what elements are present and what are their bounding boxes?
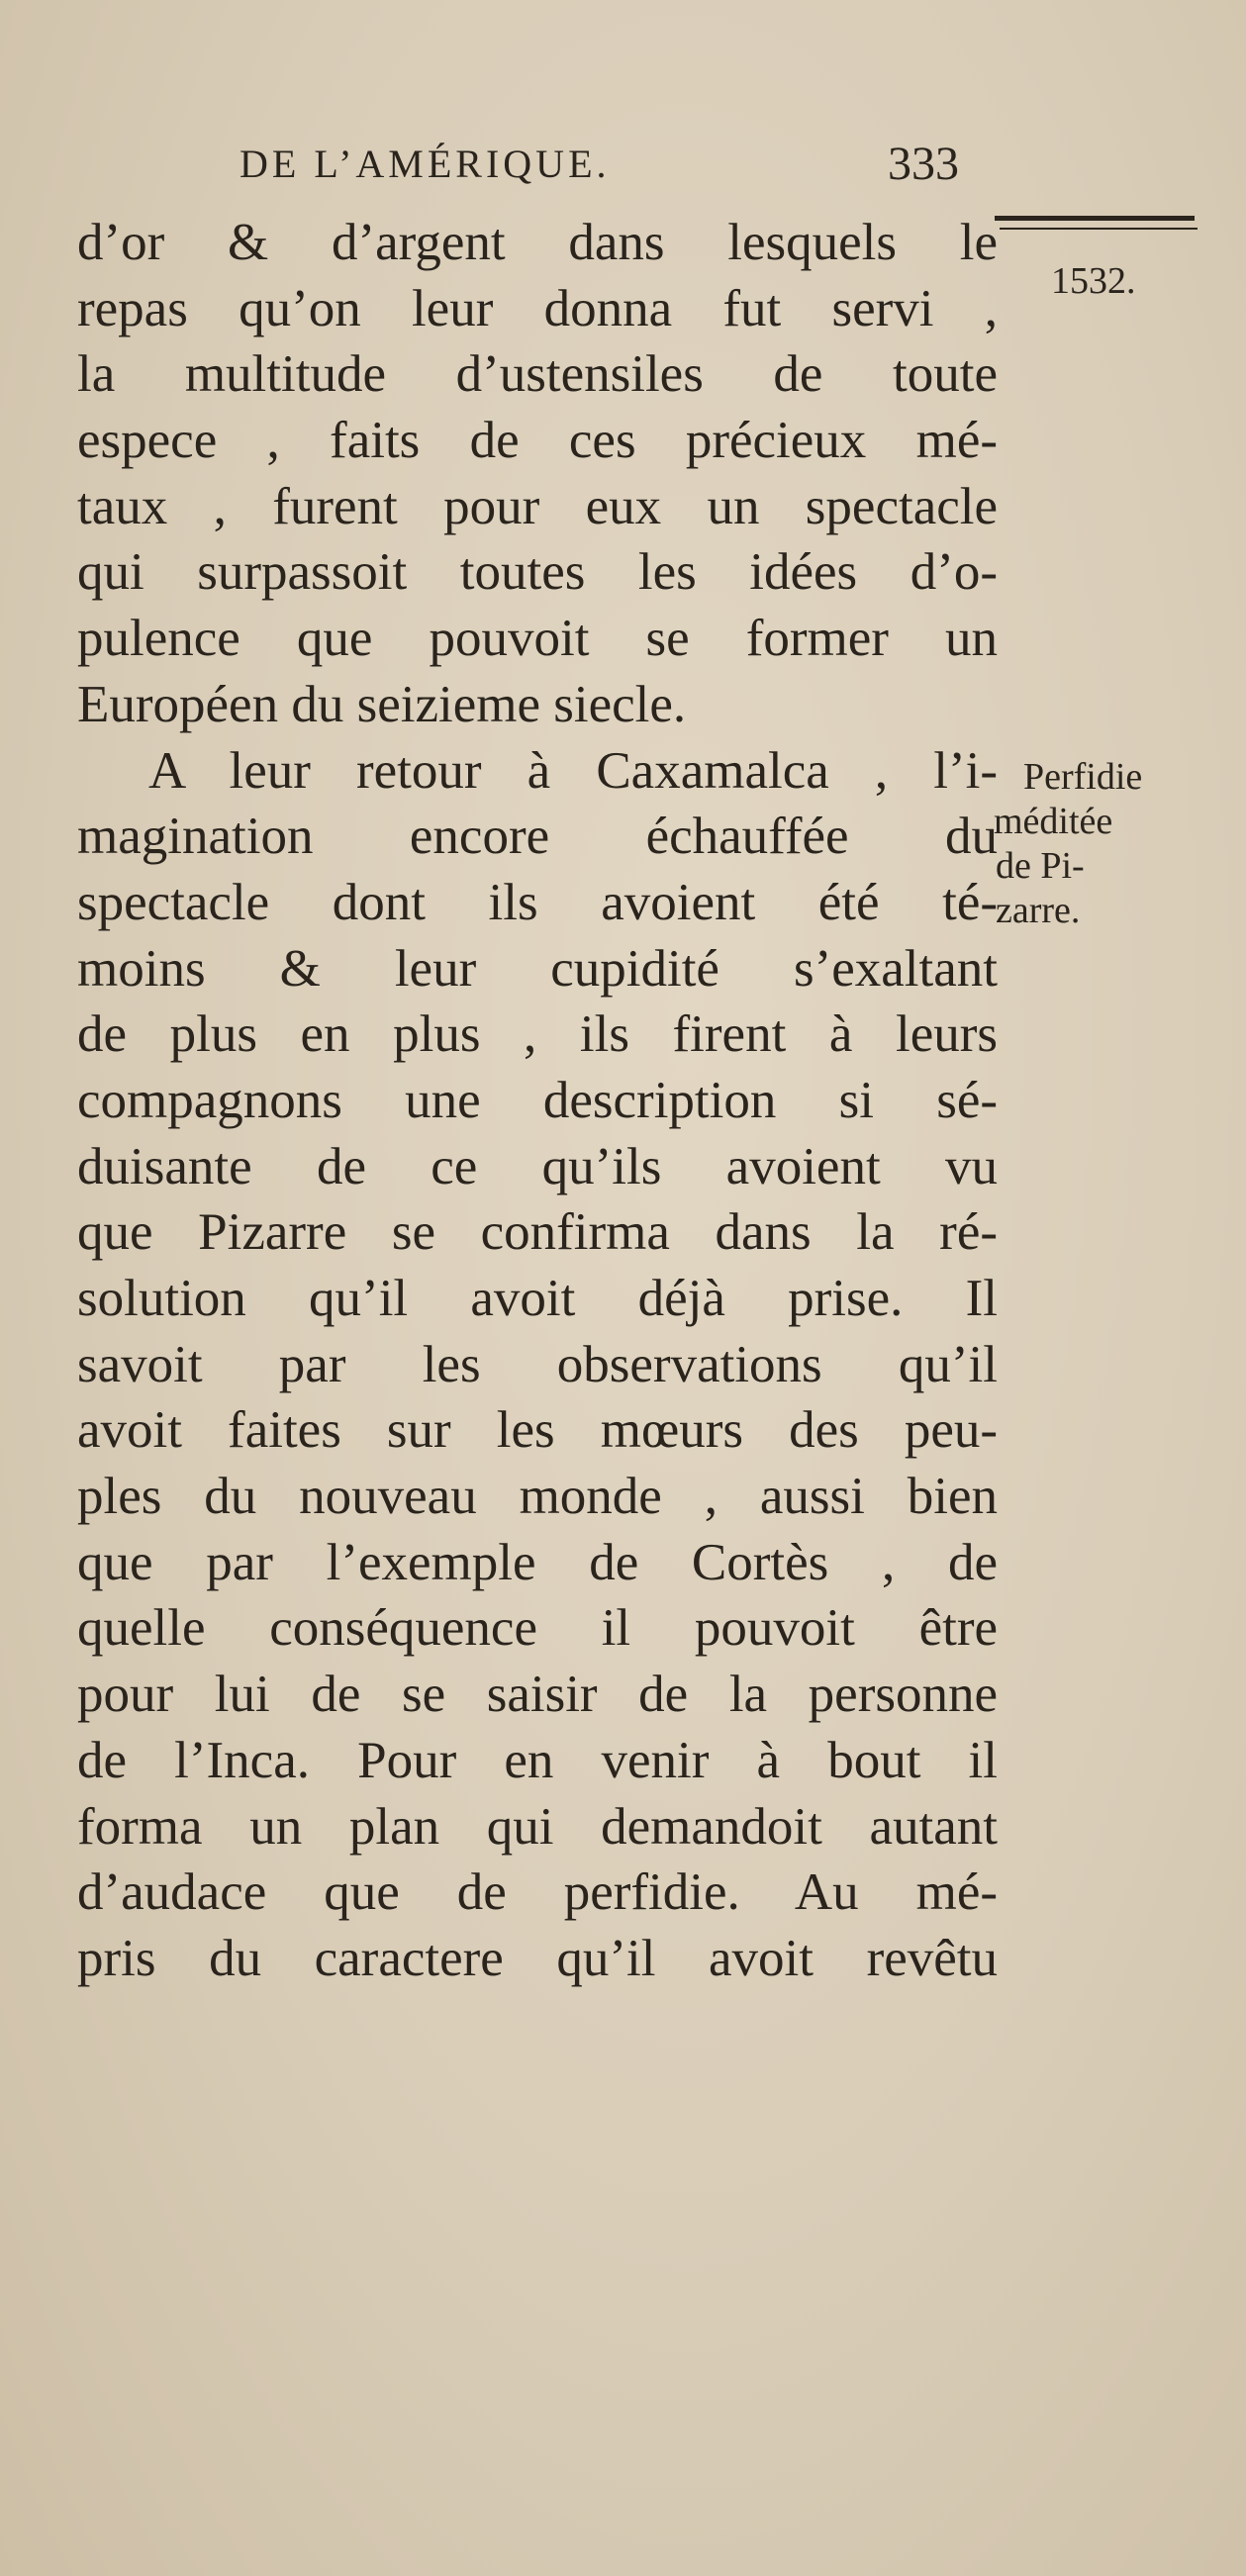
text-line: repas qu’on leur donna fut servi , — [77, 279, 998, 337]
text-line: que par l’exemple de Cortès , de — [77, 1533, 998, 1591]
text-line: quelle conséquence il pouvoit être — [77, 1599, 998, 1658]
text-line: pulence que pouvoit se former un — [77, 610, 998, 668]
text-line: qui surpassoit toutes les idées d’o- — [77, 543, 998, 602]
text-line: magination encore échauffée du — [77, 808, 998, 866]
text-line: d’or & d’argent dans lesquels le — [77, 214, 998, 271]
text-line: pris du caractere qu’il avoit revêtu — [77, 1929, 998, 1987]
body-text — [77, 210, 998, 1992]
text-line: taux , furent pour eux un spectacle — [77, 477, 998, 535]
text-line: savoit par les observations qu’il — [77, 1335, 998, 1393]
page-number: 333 — [888, 138, 959, 190]
text-line: que Pizarre se confirma dans la ré- — [77, 1203, 998, 1262]
text-line: avoit faites sur les mœurs des peu- — [77, 1401, 998, 1460]
text-line: la multitude d’ustensiles de toute — [77, 345, 998, 404]
text-line: compagnons une description si sé- — [77, 1071, 998, 1129]
text-line: ples du nouveau monde , aussi bien — [77, 1468, 998, 1526]
text-line: duisante de ce qu’ils avoient vu — [77, 1137, 998, 1195]
margin-year: 1532. — [1051, 260, 1136, 302]
margin-rule-thin — [1000, 228, 1198, 230]
margin-note — [994, 755, 1201, 933]
margin-note-line: méditée — [994, 801, 1113, 842]
page-header — [240, 138, 1011, 200]
text-line: spectacle dont ils avoient été té- — [77, 873, 998, 931]
margin-note-line: Perfidie — [1023, 756, 1143, 798]
text-line: de l’Inca. Pour en venir à bout il — [77, 1731, 998, 1789]
running-head: DE L’AMÉRIQUE. — [240, 142, 611, 186]
text-line: forma un plan qui demandoit autant — [77, 1797, 998, 1856]
margin-note-line: zarre. — [996, 890, 1081, 931]
text-line: Européen du seizieme siecle. — [77, 675, 687, 733]
text-line: espece , faits de ces précieux mé- — [77, 412, 998, 470]
margin-note-line: de Pi- — [996, 845, 1085, 887]
text-line: A leur retour à Caxamalca , l’i- — [148, 741, 998, 800]
text-line: de plus en plus , ils firent à leurs — [77, 1005, 998, 1064]
text-line: d’audace que de perfidie. Au mé- — [77, 1863, 998, 1922]
text-line: moins & leur cupidité s’exaltant — [77, 939, 998, 998]
text-line: solution qu’il avoit déjà prise. Il — [77, 1270, 998, 1327]
text-line: pour lui de se saisir de la personne — [77, 1666, 998, 1724]
margin-rule — [995, 216, 1195, 221]
